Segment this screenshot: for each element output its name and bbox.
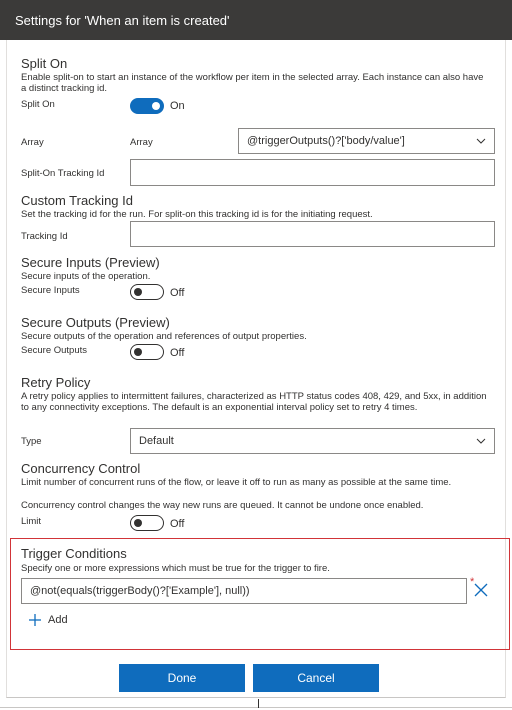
concurrency-limit-toggle-state: Off — [170, 518, 185, 530]
secure-inputs-description: Secure inputs of the operation. — [21, 271, 151, 282]
custom-tracking-description: Set the tracking id for the run. For split-on this tracking id is for the initiating request. — [21, 209, 373, 220]
secure-outputs-description: Secure outputs of the operation and references of output properties. — [21, 331, 307, 342]
retry-type-label: Type — [21, 436, 42, 447]
split-on-description: Enable split-on to start an instance of the workflow per item in the selected array. Each instance can also have a distinct tracking id. — [21, 72, 484, 94]
split-on-toggle-state: On — [170, 100, 185, 112]
array-column-label: Array — [130, 137, 153, 148]
split-on-toggle[interactable] — [130, 98, 164, 114]
secure-outputs-label: Secure Outputs — [21, 345, 88, 356]
secure-inputs-toggle-state: Off — [170, 287, 185, 299]
trigger-conditions-description: Specify one or more expressions which must be true for the trigger to fire. — [21, 563, 330, 574]
toggle-knob — [134, 519, 142, 527]
add-condition-button[interactable] — [28, 613, 68, 627]
array-value: @triggerOutputs()?['body/value'] — [247, 135, 405, 147]
cancel-button[interactable]: Cancel — [253, 664, 379, 692]
split-on-tracking-label: Split-On Tracking Id — [21, 168, 105, 179]
bottom-divider — [0, 707, 512, 708]
secure-inputs-heading: Secure Inputs (Preview) — [21, 255, 160, 270]
trigger-condition-value: @not(equals(triggerBody()?['Example'], null)) — [30, 585, 250, 597]
custom-tracking-heading: Custom Tracking Id — [21, 193, 133, 208]
secure-outputs-toggle-state: Off — [170, 347, 185, 359]
trigger-conditions-heading: Trigger Conditions — [21, 546, 127, 561]
toggle-knob — [134, 348, 142, 356]
toggle-knob — [134, 288, 142, 296]
concurrency-description-1: Limit number of concurrent runs of the flow, or leave it off to run as many as possible at the same time. — [21, 477, 452, 488]
concurrency-limit-label: Limit — [21, 516, 42, 527]
secure-inputs-label: Secure Inputs — [21, 285, 80, 296]
pane-splitter-handle[interactable] — [258, 699, 259, 708]
plus-icon — [28, 613, 42, 627]
trigger-condition-input[interactable] — [21, 578, 467, 604]
add-condition-label: Add — [48, 614, 68, 626]
toggle-knob — [152, 102, 160, 110]
close-icon[interactable] — [474, 583, 488, 597]
chevron-down-icon — [476, 436, 486, 446]
settings-title-bar — [0, 0, 512, 40]
secure-inputs-toggle[interactable] — [130, 284, 164, 300]
chevron-down-icon — [476, 136, 486, 146]
retry-type-value: Default — [139, 435, 174, 447]
settings-title: Settings for 'When an item is created' — [15, 12, 230, 28]
concurrency-description-2: Concurrency control changes the way new runs are queued. It cannot be undone once enabled. — [21, 500, 424, 511]
split-on-toggle-label: Split On — [21, 99, 55, 110]
split-on-heading: Split On — [21, 56, 68, 71]
secure-outputs-heading: Secure Outputs (Preview) — [21, 315, 170, 330]
concurrency-limit-toggle[interactable] — [130, 515, 164, 531]
retry-policy-description: A retry policy applies to intermittent failures, characterized as HTTP status codes 408, 429, and 5xx, in addition to any connectivity exceptions. The default is an exponential interval policy set to retry 4 times. — [21, 391, 487, 413]
retry-policy-heading: Retry Policy — [21, 375, 91, 390]
array-label: Array — [21, 137, 44, 148]
tracking-id-input[interactable] — [130, 221, 495, 247]
retry-type-dropdown[interactable] — [130, 428, 495, 454]
tracking-id-label: Tracking Id — [21, 231, 68, 242]
concurrency-heading: Concurrency Control — [21, 461, 141, 476]
array-dropdown[interactable] — [238, 128, 495, 154]
done-button[interactable]: Done — [119, 664, 245, 692]
secure-outputs-toggle[interactable] — [130, 344, 164, 360]
required-asterisk: * — [470, 576, 475, 588]
split-on-tracking-input[interactable] — [130, 159, 495, 186]
